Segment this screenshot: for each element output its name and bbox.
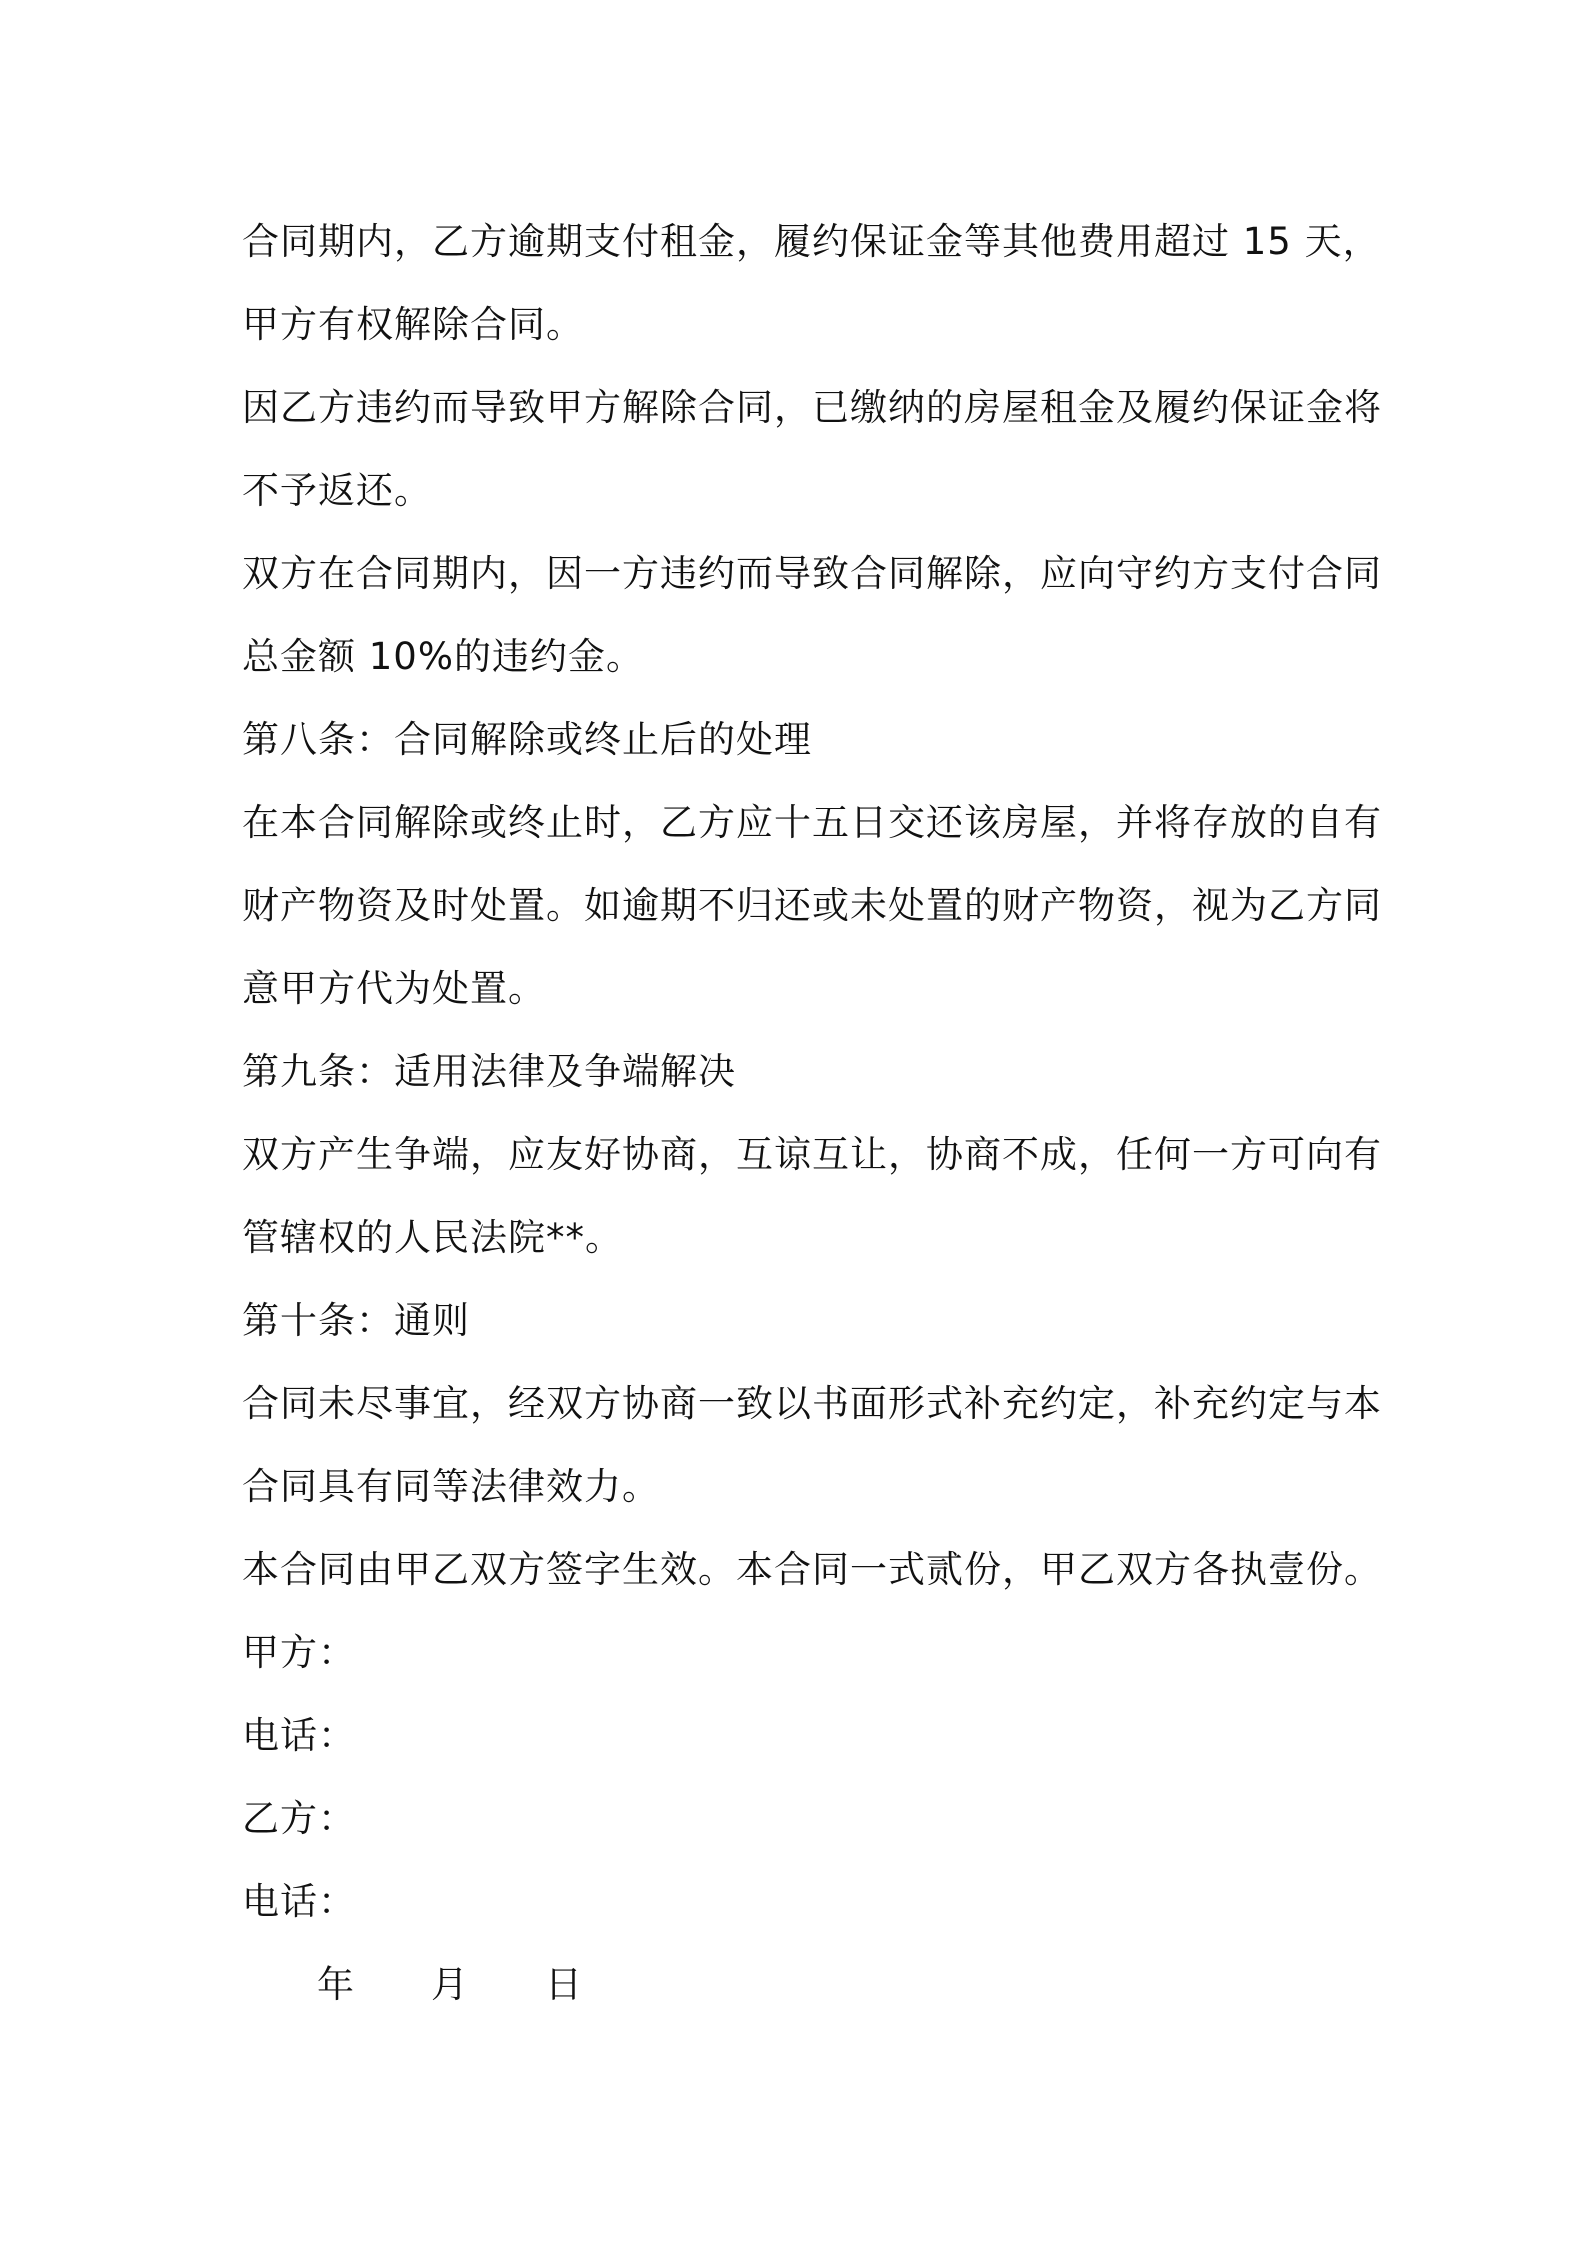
clause-line: 不予返还。 — [242, 469, 432, 512]
clause-line: 双方在合同期内，因一方违约而导致合同解除，应向守约方支付合同 — [242, 552, 1382, 595]
clause-line: 在本合同解除或终止时，乙方应十五日交还该房屋，并将存放的自有 — [242, 801, 1382, 844]
article-9-heading: 第九条：适用法律及争端解决 — [242, 1050, 736, 1093]
party-a-label: 甲方： — [242, 1631, 356, 1674]
contract-text — [242, 200, 1382, 2026]
clause-line: 本合同由甲乙双方签字生效。本合同一式贰份，甲乙双方各执壹份。 — [242, 1548, 1382, 1591]
clause-line: 合同未尽事宜，经双方协商一致以书面形式补充约定，补充约定与本 — [242, 1382, 1382, 1425]
party-a-phone-label: 电话： — [242, 1714, 356, 1757]
clause-line: 双方产生争端，应友好协商，互谅互让，协商不成，任何一方可向有 — [242, 1133, 1382, 1176]
article-10-heading: 第十条：通则 — [242, 1299, 470, 1342]
clause-line: 管辖权的人民法院**。 — [242, 1216, 623, 1259]
clause-line: 合同期内，乙方逾期支付租金，履约保证金等其他费用超过 15 天， — [242, 220, 1381, 263]
party-b-phone-label: 电话： — [242, 1880, 356, 1923]
clause-line: 财产物资及时处置。如逾期不归还或未处置的财产物资，视为乙方同 — [242, 884, 1382, 927]
clause-line: 总金额 10%的违约金。 — [242, 635, 644, 678]
article-8-heading: 第八条：合同解除或终止后的处理 — [242, 718, 812, 761]
clause-line: 意甲方代为处置。 — [242, 967, 546, 1010]
party-b-label: 乙方： — [242, 1797, 356, 1840]
clause-line: 甲方有权解除合同。 — [242, 303, 584, 346]
clause-line: 因乙方违约而导致甲方解除合同，已缴纳的房屋租金及履约保证金将 — [242, 386, 1382, 429]
date-line: 年 月 日 — [317, 1963, 583, 2006]
clause-line: 合同具有同等法律效力。 — [242, 1465, 660, 1508]
